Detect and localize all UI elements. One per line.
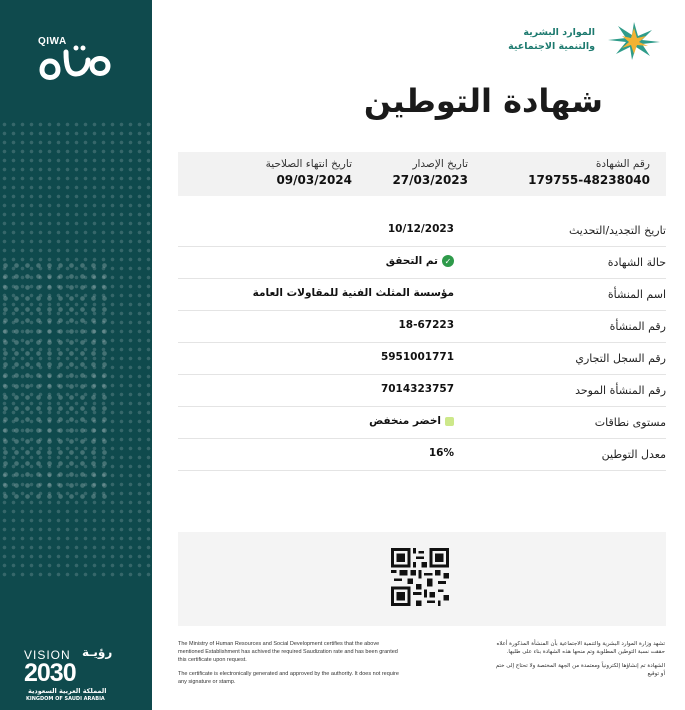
vision-year: 2030 [24,659,76,687]
kingdom-name-english: KINGDOM OF SAUDI ARABIA [26,696,105,702]
nitaqat-level: اخضر منخفض [369,415,441,427]
table-row [178,375,666,407]
status-text: تم التحقق [385,255,438,267]
issue-date: 27/03/2023 [392,173,468,187]
unified-number: 7014323757 [380,383,454,395]
qiwa-label: QIWA [38,36,67,47]
qr-code[interactable] [385,548,455,606]
status-label: حالة الشهادة [607,256,666,269]
kingdom-name-arabic: المملكة العربية السعودية [28,687,107,695]
certificate-number-block [528,152,650,187]
footer-arabic [495,640,665,678]
establishment-number: 18-67223 [398,319,454,331]
qiwa-logo [36,40,116,84]
table-row [178,279,666,311]
ministry-name-line1: الموارد البشرية [523,27,595,38]
ministry-logo [500,20,670,60]
certificate-summary [178,152,666,196]
nitaqat-badge [369,415,454,427]
renewal-date: 10/12/2023 [387,223,454,235]
footer-english-electronic: The certificate is electronically generated and approved by the authority. It does not require any signature or stamp. [178,671,399,685]
ministry-name-line2: والتنمية الاجتماعية [508,41,595,52]
vision-2030-logo [24,645,134,704]
commercial-register: 5951001771 [380,351,454,363]
table-row [178,343,666,375]
table-row [178,439,666,471]
footer-arabic-certify: تشهد وزارة الموارد البشرية والتنمية الاجتماعية بأن المنشأة المذكورة أعلاه حققت نسبة التوطين المطلوبة وتم منحها هذه الشهادة بناء على طلبها. [496,641,665,655]
green-status-icon [445,417,454,426]
saudization-rate: 16% [428,447,454,459]
verified-check-icon: ✓ [442,255,454,267]
issue-date-block [392,152,468,187]
certificate-number-label: رقم الشهادة [595,158,650,170]
expiry-date: 09/03/2024 [276,173,352,187]
saudization-label: معدل التوطين [601,448,666,461]
sidebar [0,0,152,710]
vision-title-arabic: رؤيـة [82,645,113,659]
qr-section [178,532,666,626]
status-badge [386,255,454,267]
establishment-number-label: رقم المنشأة [609,320,666,333]
issue-date-label: تاريخ الإصدار [412,158,468,170]
expiry-date-label: تاريخ انتهاء الصلاحية [265,158,352,170]
table-row [178,407,666,439]
certificate-number: 179755-48238040 [528,173,650,187]
renewal-date-label: تاريخ التجديد/التحديث [569,224,666,237]
details-table [178,215,666,471]
nitaqat-label: مستوى نطاقات [594,416,666,429]
vision-title: VISION [24,648,71,662]
expiry-date-block [266,152,352,187]
star-emblem-icon [604,20,664,60]
table-row [178,247,666,279]
footer-english [178,640,403,686]
establishment-name-label: اسم المنشأة [607,288,666,301]
certificate-title: شهادة التوطين [363,82,603,120]
dot-pattern-dense [0,260,110,500]
table-row [178,311,666,343]
table-row [178,215,666,247]
unified-number-label: رقم المنشأة الموحد [575,384,666,397]
footer-arabic-electronic: الشهادة تم إنشاؤها إلكترونياً ومعتمدة من الجهة المختصة ولا تحتاج إلى ختم أو توقيع [495,663,665,677]
footer-english-certify: The Ministry of Human Resources and Social Development certifies that the above mentioned Establishment has achived the required Saudization rate and has been granted this certificate upon request. [178,641,398,663]
commercial-register-label: رقم السجل التجاري [575,352,666,365]
establishment-name: مؤسسة المثلث الفنية للمقاولات العامة [252,287,454,299]
